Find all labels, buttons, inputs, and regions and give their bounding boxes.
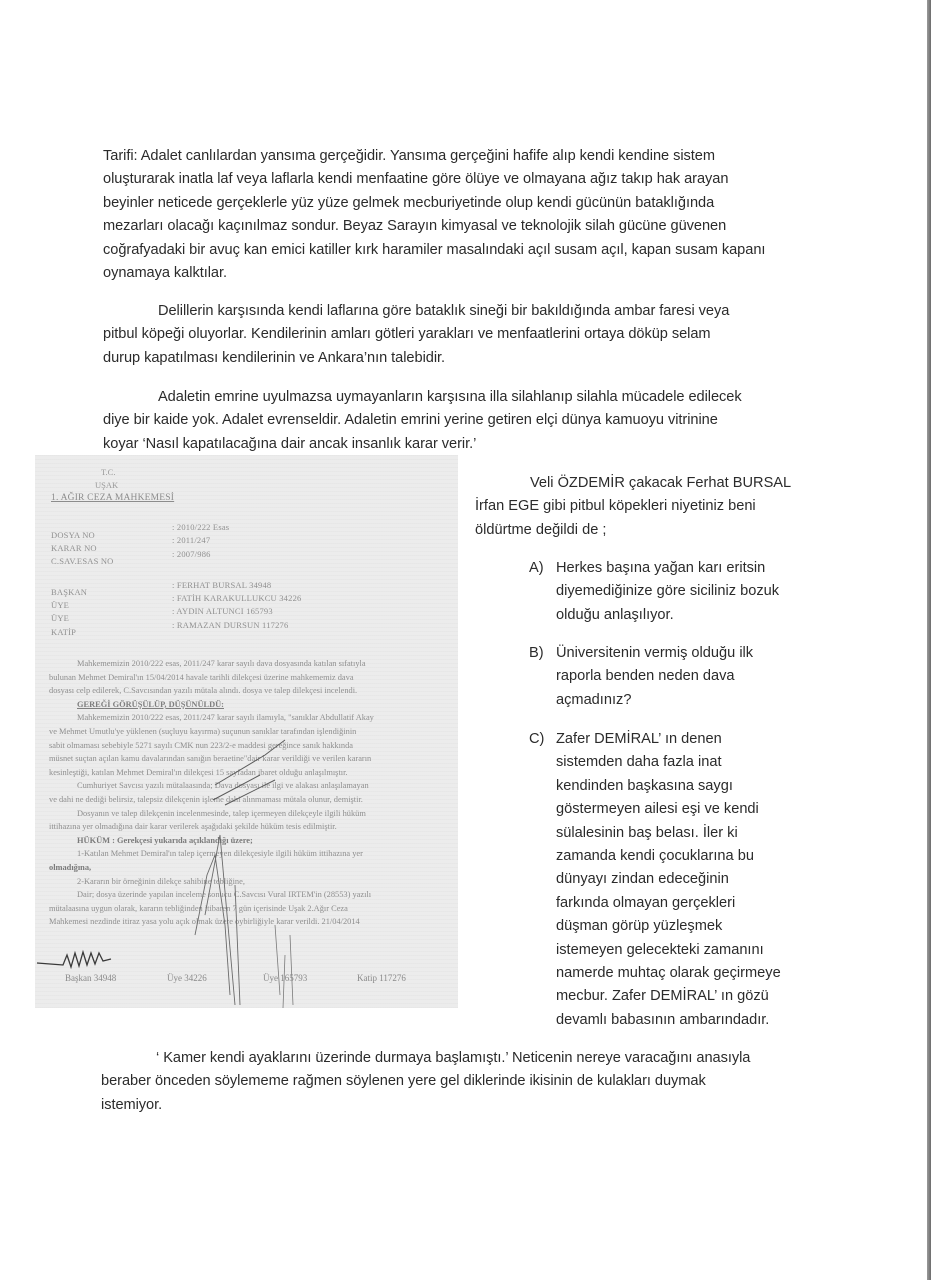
text-line: diyemediğinize göre siciliniz bozuk xyxy=(556,583,780,600)
text-line: mezarları olacağı kaçınılmaz sondur. Beyaz Sarayın kimyasal ve teknolojik silah gücüne güvenen xyxy=(103,218,727,235)
signature-label: Üye 34226 xyxy=(167,973,207,983)
panel-value: : RAMAZAN DURSUN 117276 xyxy=(172,620,289,630)
court-line: Mahkemesi nezdinde itiraz yasa yolu açık olmak üzere oybirliğiyle karar verildi. 21/04/2014 xyxy=(49,917,360,927)
text-line: dünyayı zindan edeceğinin xyxy=(556,871,729,888)
text-line: coğrafyadaki bir avuç kan emici katiller kırk haramiler masalındaki açıl susam açıl, kapan susam kapanı xyxy=(103,241,766,258)
court-line: Dair; dosya üzerinde yapılan inceleme sonucu C.Savcısı Vural IRTEM'in (28553) yazılı xyxy=(77,890,372,900)
handwritten-signatures-icon xyxy=(35,455,458,1008)
text-line: Zafer DEMİRAL’ ın denen xyxy=(556,731,722,747)
list-marker: A) xyxy=(529,560,544,576)
paragraph-justice xyxy=(103,386,803,456)
text-line: sülalesinin baş belası. İler ki xyxy=(556,824,738,841)
court-line: sabit olmaması sebebiyle 5271 sayılı CMK nun 223/2-e maddesi gereğince sanık hakkında xyxy=(49,740,353,750)
text-line: Veli ÖZDEMİR çakacak Ferhat BURSAL xyxy=(530,475,792,491)
signature-label: Katip 117276 xyxy=(357,973,406,983)
court-line: 1-Katılan Mehmet Demiral'ın talep içermeyen dilekçesiyle ilgili hüküm ittihazına yer xyxy=(77,849,363,859)
court-header-city: UŞAK xyxy=(95,480,119,490)
paragraph-definition xyxy=(103,145,803,285)
text-line: açmadınız? xyxy=(556,691,632,708)
text-line: olduğu anlaşılıyor. xyxy=(556,606,674,623)
text-line: Tarifi: Adalet canlılardan yansıma gerçeğidir. Yansıma gerçeğini hafife alıp kendi kendine sistem xyxy=(103,148,715,164)
list-marker: C) xyxy=(529,731,545,747)
file-value: : 2010/222 Esas xyxy=(172,522,230,532)
text-line: devamlı babasının ambarındadır. xyxy=(556,1011,770,1028)
court-line: kesinleştiği, katılan Mehmet Demiral'ın dilekçesi 15 sayfadan ibaret olduğu anlaşılmıştır. xyxy=(49,767,348,777)
text-line: düşman görüp yüzleşmek xyxy=(556,918,723,935)
scan-edge xyxy=(927,0,931,1280)
text-line: öldürtme değildi de ; xyxy=(475,521,607,538)
court-line: bulunan Mehmet Demiral'ın 15/04/2014 havale tarihli dilekçesi üzerine mahkememiz dava xyxy=(49,672,354,682)
file-label: DOSYA NO xyxy=(51,530,95,540)
text-line: pitbul köpeği oluyorlar. Kendilerinin amları götleri yarakları ve menfaatlerini ortaya döküp selam xyxy=(103,326,711,343)
text-line: beyinler neticede gerçeklerle yüz yüze gelmek mecburiyetinde olup kendi gücünün bataklığında xyxy=(103,194,715,211)
court-heading: GEREĞİ GÖRÜŞÜLÜP, DÜŞÜNÜLDÜ: xyxy=(77,699,224,709)
text-line: istemiyor. xyxy=(101,1096,163,1113)
text-line: mecbur. Zafer DEMİRAL’ ın gözü xyxy=(556,988,769,1005)
text-line: durup kapatılması kendilerinin ve Ankara’nın talebidir. xyxy=(103,349,446,366)
text-line: sistemden daha fazla inat xyxy=(556,754,722,771)
text-line: kendinden başkasına saygı xyxy=(556,777,733,794)
text-line: oluşturarak inatla laf veya laflarla kendi menfaatine göre ölüye ve olmayana ağız takıp hak arayan xyxy=(103,171,729,188)
text-line: oynamaya kalktılar. xyxy=(103,265,227,282)
text-line: koyar ‘Nasıl kapatılacağına dair ancak insanlık karar verir.’ xyxy=(103,435,477,452)
text-line: beraber önceden söylememe rağmen söylenen yere gel diklerinde ikisinin de kulakları duymak xyxy=(101,1073,706,1090)
text-line: ‘ Kamer kendi ayaklarını üzerinde durmaya başlamıştı.’ Neticenin nereye varacağını anasıyla xyxy=(156,1050,751,1066)
court-line: müsnet suçtan açılan kamu davalarından sanığın beraetine"dair karar verildiği ve verilen kararın xyxy=(49,754,372,764)
panel-label: BAŞKAN xyxy=(51,587,88,597)
panel-label: ÜYE xyxy=(51,613,70,623)
file-label: C.SAV.ESAS NO xyxy=(51,556,114,566)
panel-label: KATİP xyxy=(51,627,77,637)
paragraph-closing xyxy=(101,1047,801,1117)
court-line: ittihazına yer olmadığına dair karar verilerek aşağıdaki şekilde hüküm tesis edilmiştir. xyxy=(49,822,337,832)
court-header-tc: T.C. xyxy=(101,467,116,477)
text-line: farkında olmayan gerçekleri xyxy=(556,894,736,911)
text-line: Adaletin emrine uyulmazsa uymayanların karşısına illa silahlanıp silahla mücadele edilecek xyxy=(158,389,742,405)
court-line: dosyası celp edilerek, C.Savcısından yazılı mütala alındı. dosya ve talep dilekçesi incelendi. xyxy=(49,686,358,696)
file-value: : 2007/986 xyxy=(172,549,211,559)
court-line: 2-Kararın bir örneğinin dilekçe sahibine tebliğine, xyxy=(77,876,245,886)
court-line: ve Mehmet Umutlu'ye yüklenen (suçluyu kayırma) suçunun sanıklar tarafından işlendiğinin xyxy=(49,726,357,736)
text-line: Üniversitenin vermiş olduğu ilk xyxy=(556,645,754,661)
file-value: : 2011/247 xyxy=(172,535,211,545)
court-line: ve dahi ne dediği belirsiz, talepsiz dilekçenin işleme dahi alınmaması mütala olunur, demiştir. xyxy=(49,794,363,804)
text-line: diye bir kaide yok. Adalet evrenseldir. Adaletin emrini yerine getiren elçi dünya kamuoyu vitrinine xyxy=(103,412,718,429)
court-line: Mahkememizin 2010/222 esas, 2011/247 karar sayılı dava dosyasında katılan sıfatıyla xyxy=(77,659,366,668)
panel-value: : FERHAT BURSAL 34948 xyxy=(172,580,272,590)
panel-label: ÜYE xyxy=(51,600,70,610)
file-label: KARAR NO xyxy=(51,543,97,553)
paragraph-evidence xyxy=(103,300,803,370)
court-line: Mahkememizin 2010/222 esas, 2011/247 karar sayılı ilamıyla, "sanıklar Abdullatif Akay xyxy=(77,713,374,723)
panel-value: : FATİH KARAKULLUKCU 34226 xyxy=(172,593,302,603)
text-line: İrfan EGE gibi pitbul köpekleri niyetiniz beni xyxy=(475,498,756,515)
text-line: raporla benden neden dava xyxy=(556,668,735,685)
court-line: olmadığına, xyxy=(49,862,92,872)
signature-label: Üye 165793 xyxy=(263,973,308,983)
text-line: Delillerin karşısında kendi laflarına göre bataklık sineği bir bakıldığında ambar faresi veya xyxy=(158,303,730,319)
court-line: mütalaasına uygun olarak, kararın tebliğinden itibaren 7 gün içerisinde Uşak 2.Ağır Ceza xyxy=(49,903,348,913)
court-decision-scan xyxy=(35,455,458,1008)
court-verdict-heading: HÜKÜM : Gerekçesi yukarıda açıklandığı üzere; xyxy=(77,835,253,845)
addressee-paragraph xyxy=(475,472,805,542)
list-marker: B) xyxy=(529,645,544,661)
text-line: namerde muhtaç olarak geçirmeye xyxy=(556,965,781,982)
text-line: göstermeyen ailesi eşi ve kendi xyxy=(556,801,759,818)
court-line: Dosyanın ve talep dilekçenin incelenmesinde, talep içermeyen dilekçeyle ilgili hüküm xyxy=(77,808,366,818)
signature-label: Başkan 34948 xyxy=(65,973,117,983)
text-line: zamanda kendi çocuklarına bu xyxy=(556,848,754,865)
text-line: Herkes başına yağan karı eritsin xyxy=(556,560,766,576)
text-line: istemeyen gelecekteki zamanını xyxy=(556,941,764,958)
panel-value: : AYDIN ALTUNCI 165793 xyxy=(172,606,273,616)
court-line: Cumhuriyet Savcısı yazılı mütalaasında; Dava dosyası ile ilgi ve alakası anlaşılamayan xyxy=(77,781,369,791)
court-name: 1. AĞIR CEZA MAHKEMESİ xyxy=(51,493,175,503)
